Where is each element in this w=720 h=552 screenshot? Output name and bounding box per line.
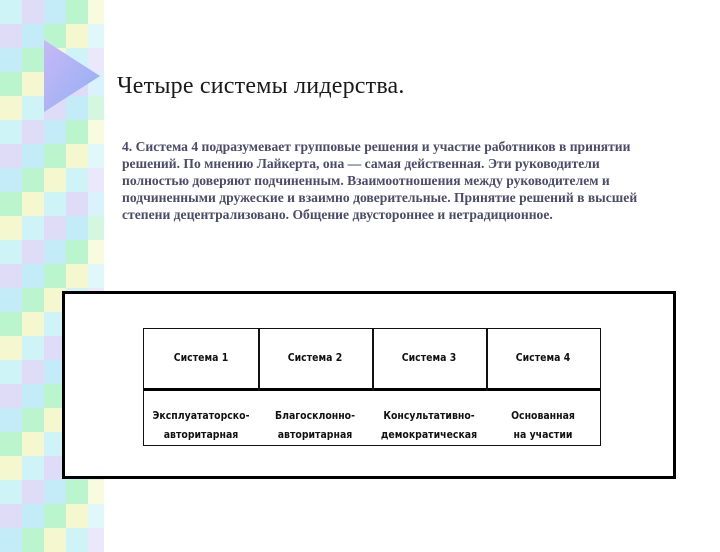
- stripe-tile: [0, 168, 22, 192]
- stripe-tile: [22, 264, 44, 288]
- type-system-2: [261, 406, 368, 444]
- stripe-tile: [66, 528, 88, 552]
- stripe-tile: [0, 0, 22, 24]
- stripe-tile: [88, 144, 104, 168]
- stripe-tile: [88, 216, 104, 240]
- stripe-tile: [66, 240, 88, 264]
- stripe-tile: [88, 168, 104, 192]
- stripe-tile: [88, 192, 104, 216]
- stripe-tile: [22, 216, 44, 240]
- slide-body: 4. Система 4 подразумевает групповые решения и участие работников в принятии решений. По мнению Лайкерта, она — самая действенная. Эти руководители полностью доверяют подчиненным. Взаимоотношения между руководителем и подчиненными дружеские и взаимно доверительные. Принятие решений в высшей степени децентрализовано. Общение двустороннее и нетрадиционное.: [122, 139, 638, 222]
- stripe-tile: [66, 192, 88, 216]
- stripe-tile: [44, 168, 66, 192]
- stripe-tile: [22, 288, 44, 312]
- stripe-tile: [22, 144, 44, 168]
- stripe-tile: [0, 528, 22, 552]
- stripe-tile: [0, 144, 22, 168]
- type-1-line-2: авторитарная: [163, 428, 239, 441]
- stripe-tile: [22, 312, 44, 336]
- stripe-tile: [0, 72, 22, 96]
- stripe-tile: [22, 456, 44, 480]
- stripe-tile: [22, 48, 44, 72]
- systems-table: [143, 328, 601, 446]
- stripe-tile: [0, 96, 22, 120]
- stripe-tile: [88, 264, 104, 288]
- stripe-tile: [22, 360, 44, 384]
- stripe-tile: [0, 48, 22, 72]
- stripe-tile: [66, 168, 88, 192]
- stripe-tile: [44, 240, 66, 264]
- type-system-1: [147, 406, 254, 444]
- stripe-tile: [0, 312, 22, 336]
- stripe-tile: [0, 336, 22, 360]
- header-system-4: Система 4: [515, 351, 571, 364]
- stripe-tile: [66, 120, 88, 144]
- stripe-tile: [44, 120, 66, 144]
- stripe-tile: [0, 432, 22, 456]
- type-2-line-1: Благосклонно-: [275, 409, 355, 422]
- header-system-3: Система 3: [401, 351, 457, 364]
- type-system-3: [375, 406, 482, 444]
- stripe-tile: [22, 432, 44, 456]
- stripe-tile: [44, 216, 66, 240]
- stripe-tile: [22, 24, 44, 48]
- stripe-tile: [66, 264, 88, 288]
- stripe-tile: [0, 216, 22, 240]
- stripe-tile: [88, 240, 104, 264]
- stripe-tile: [22, 96, 44, 120]
- stripe-tile: [0, 456, 22, 480]
- stripe-tile: [88, 504, 104, 528]
- header-system-2: Система 2: [287, 351, 343, 364]
- stripe-tile: [22, 408, 44, 432]
- type-3-line-1: Консультативно-: [383, 409, 475, 422]
- stripe-tile: [22, 120, 44, 144]
- stripe-tile: [22, 192, 44, 216]
- stripe-tile: [0, 384, 22, 408]
- stripe-tile: [22, 504, 44, 528]
- stripe-tile: [88, 0, 104, 24]
- stripe-tile: [22, 168, 44, 192]
- stripe-tile: [0, 120, 22, 144]
- stripe-tile: [44, 504, 66, 528]
- stripe-tile: [0, 288, 22, 312]
- stripe-tile: [88, 120, 104, 144]
- stripe-tile: [22, 480, 44, 504]
- stripe-tile: [22, 240, 44, 264]
- stripe-tile: [88, 528, 104, 552]
- stripe-tile: [66, 144, 88, 168]
- stripe-tile: [22, 72, 44, 96]
- stripe-tile: [0, 408, 22, 432]
- stripe-tile: [66, 216, 88, 240]
- stripe-tile: [0, 264, 22, 288]
- type-system-4: [489, 406, 596, 444]
- stripe-tile: [0, 24, 22, 48]
- stripe-tile: [0, 504, 22, 528]
- stripe-tile: [66, 480, 88, 504]
- stripe-tile: [66, 504, 88, 528]
- triangle-icon: [44, 40, 100, 112]
- stripe-tile: [44, 528, 66, 552]
- stripe-tile: [0, 240, 22, 264]
- leadership-systems-figure: [62, 291, 676, 479]
- stripe-tile: [0, 360, 22, 384]
- type-1-line-1: Эксплуататорско-: [152, 409, 250, 422]
- stripe-tile: [44, 144, 66, 168]
- stripe-tile: [0, 480, 22, 504]
- slide-title: Четыре системы лидерства.: [117, 73, 405, 99]
- stripe-tile: [0, 192, 22, 216]
- header-system-1: Система 1: [173, 351, 229, 364]
- type-4-line-1: Основанная: [511, 409, 575, 422]
- stripe-tile: [22, 0, 44, 24]
- stripe-tile: [44, 480, 66, 504]
- type-2-line-2: авторитарная: [277, 428, 353, 441]
- stripe-tile: [44, 0, 66, 24]
- stripe-tile: [22, 336, 44, 360]
- stripe-tile: [44, 264, 66, 288]
- stripe-tile: [22, 528, 44, 552]
- type-3-line-2: демократическая: [380, 428, 478, 441]
- stripe-tile: [22, 384, 44, 408]
- type-4-line-2: на участии: [513, 428, 573, 441]
- stripe-tile: [44, 192, 66, 216]
- stripe-tile: [66, 0, 88, 24]
- stripe-tile: [88, 480, 104, 504]
